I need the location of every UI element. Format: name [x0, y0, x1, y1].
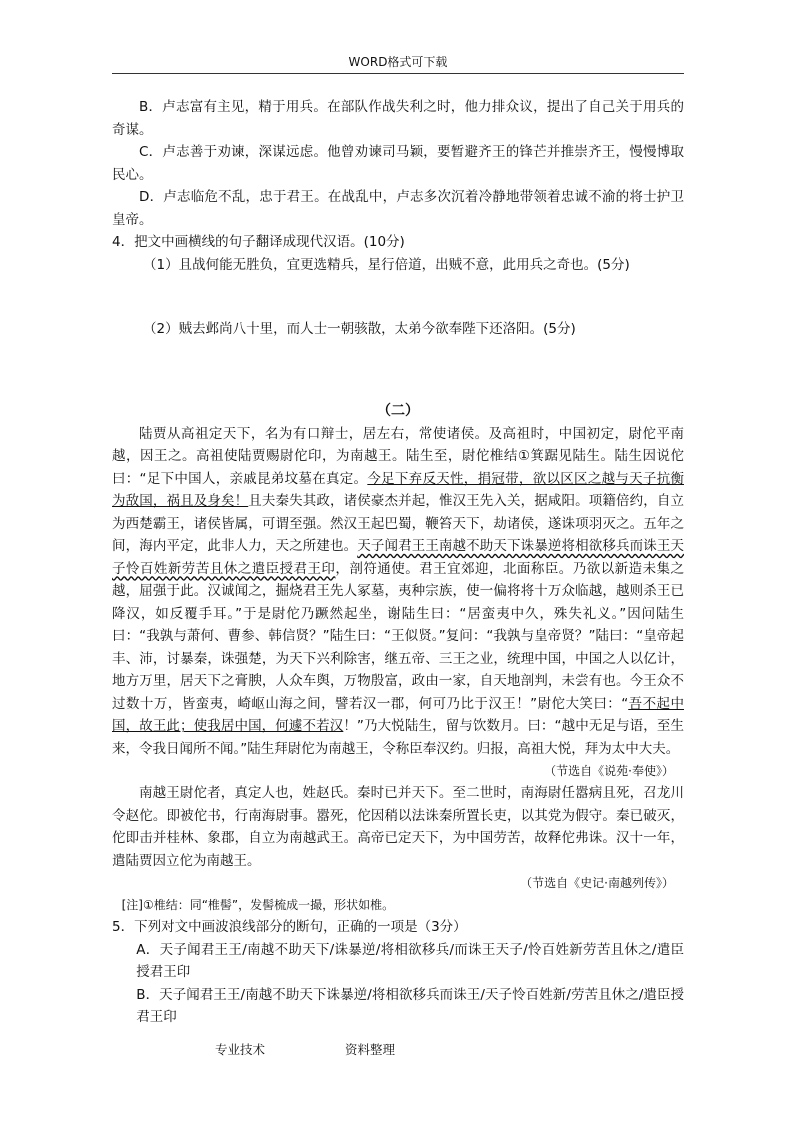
page-header: WORD格式可下载	[348, 55, 448, 69]
q5-option-b: B．天子闻君王王/南越不助天下诛暴逆/将相欲移兵而诛王/天子怜百姓新/劳苦且休之/遣臣授君王印	[136, 986, 684, 1025]
q3-option-d: D．卢志临危不乱，忠于君王。在战乱中，卢志多次沉着冷静地带领着忠诚不渝的将士护卫皇帝。	[112, 189, 684, 228]
passage-1	[112, 423, 684, 761]
q5-title: 5．下列对文中画波浪线部分的断句，正确的一项是（3分）	[112, 919, 467, 935]
q4-title: 4．把文中画横线的句子翻译成现代汉语。(10分)	[112, 234, 405, 250]
q3-option-c: C．卢志善于劝谏，深谋远虑。他曾劝谏司马颖，要暂避齐王的锋芒并推崇齐王，慢慢博取民心。	[112, 144, 684, 183]
q4-sentence-1: （1）且战何能无胜负，宜更选精兵，星行倍道，出贼不意，此用兵之奇也。(5分)	[143, 256, 630, 273]
passage-1-text: 且夫秦失其政，诸侯豪杰并起，惟汉王先入关，据咸阳。项籍倍约，自立为西楚霸王，诸侯皆属，可谓至强。然汉王起巴蜀，鞭笞天下，劫诸侯，遂诛项羽灭之。五年之间，海内平定，此非人力，天之所建也。	[112, 493, 685, 554]
q3-option-b: B．卢志富有主见，精于用兵。在部队作战失利之时，他力排众议，提出了自己关于用兵的奇谋。	[112, 99, 684, 138]
answer-space	[112, 341, 684, 399]
footer-left: 专业技术	[215, 1042, 266, 1057]
section-title: （二）	[377, 402, 419, 419]
answer-space	[112, 276, 684, 318]
q4-sentence-2: （2）贼去邺尚八十里，而人士一朝骇散，太弟今欲奉陛下还洛阳。(5分)	[143, 321, 576, 337]
header-divider	[112, 73, 684, 74]
underlined-sentence-2: 吾不起中国，故王此；使我居中国，何遽不若汉	[112, 695, 684, 734]
passage-2: 南越王尉佗者，真定人也，姓赵氏。秦时已并天下。至二世时，南海尉任嚣病且死，召龙川令赵佗。即被佗书，行南海尉事。嚣死，佗因稍以法诛秦所置长吏，以其党为假守。秦已破灭，佗即击并桂林、象郡，自立为南越武王。高帝已定天下，为中国劳苦，故释佗弗诛。汉十一年，遣陆贾因立佗为南越王。	[112, 785, 684, 869]
footer-right: 资料整理	[345, 1042, 396, 1057]
q5-option-a: A．天子闻君王王/南越不助天下/诛暴逆/将相欲移兵/而诛王天子/怜百姓新劳苦且休之/遣臣授君王印	[136, 941, 684, 980]
underlined-sentence-1: 今足下弃反天性，捐冠带，欲以区区之越与天子抗衡为敌国，祸且及身矣！	[112, 470, 684, 509]
wavy-underlined-sentence: 天子闻君王王南越不助天下诛暴逆将相欲移兵而诛王天子怜百姓新劳苦且休之遣臣授君王印	[112, 538, 685, 577]
annotation-note: [注]①椎结：同“椎髻”，发髻梳成一撮，形状如椎。	[121, 898, 395, 912]
source-citation-1: （节选自《说苑·奉使》）	[544, 764, 674, 778]
passage-1-text: 陆贾从高祖定天下，名为有口辩士，居左右，常使诸侯。及高祖时，中国初定，尉佗平南越，因王之。高祖使陆贾赐尉佗印，为南越王。陆生至，尉佗椎结①箕踞见陆生。陆生因说佗曰：“足下中国人，亲戚昆弟坟墓在真定。	[112, 425, 684, 487]
passage-1-text: ！”乃大悦陆生，留与饮数月。曰：“越中无足与语，至生来，令我日闻所不闻。”陆生拜尉佗为南越王，令称臣奉汉约。归报，高祖大悦，拜为太中大夫。	[112, 718, 684, 757]
document-body	[112, 96, 684, 1029]
source-citation-2: （节选自《史记·南越列传》）	[520, 876, 674, 890]
passage-1-text: ，剖符通使。君王宜郊迎，北面称臣。乃欲以新造未集之越，屈强于此。汉诚闻之，掘烧君王先人冢墓，夷种宗族，使一偏将将十万众临越，越则杀王已降汉，如反覆手耳。”于是尉佗乃蹶然起坐，谢陆生曰：“居蛮夷中久，殊失礼义。”因问陆生曰：“我孰与萧何、曹参、韩信贤？”陆生曰：“王似贤。”复问：“我孰与皇帝贤？”陆曰：“皇帝起丰、沛，讨暴秦，诛强楚，为天下兴利除害，继五帝、三王之业，统理中国，中国之人以亿计，地方万里，居天下之膏腴，人众车舆，万物殷富，政由一家，自天地剖判，未尝有也。今王众不过数十万，皆蛮夷，崎岖山海之间，譬若汉一郡，何可乃比于汉王！”尉佗大笑曰：“	[112, 560, 685, 712]
